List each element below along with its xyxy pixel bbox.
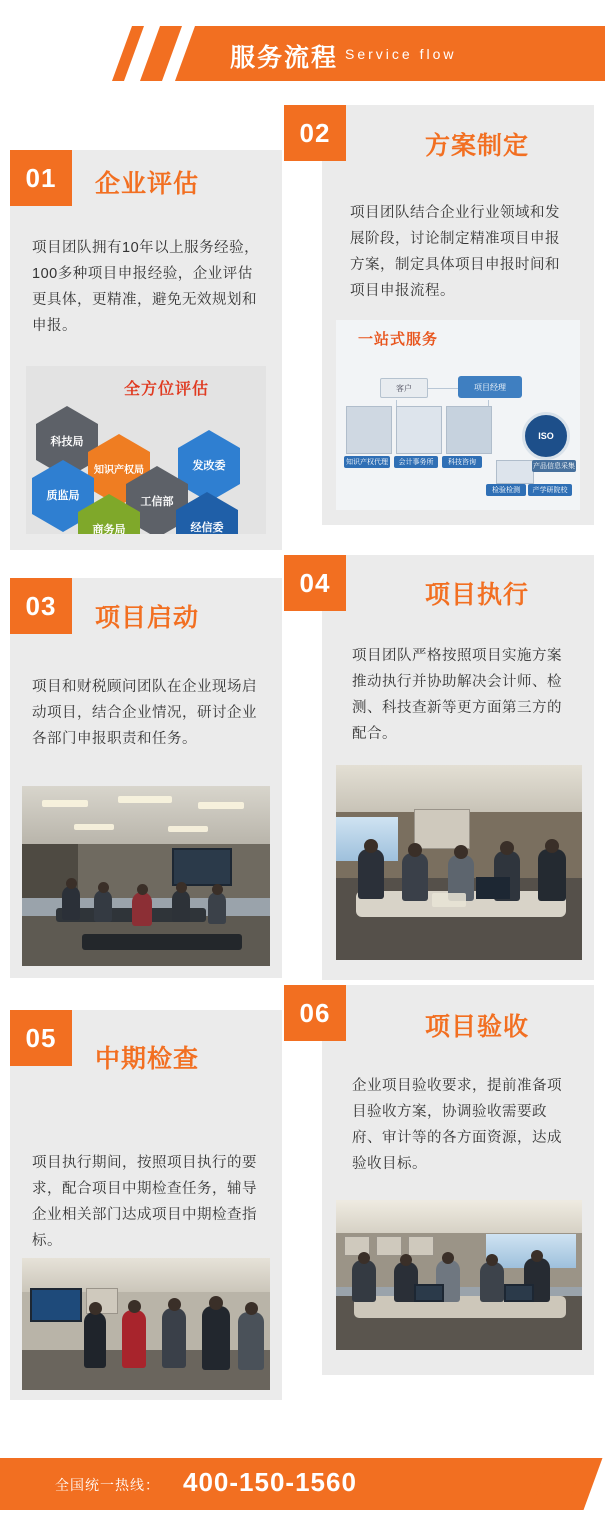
step-badge-05: 05 — [10, 1010, 72, 1066]
step-text-05: 项目执行期间，按照项目执行的要求，配合项目中期检查任务，辅导企业相关部门达成项目中期检查指标。 — [32, 1155, 257, 1249]
oss-seal-badge: ISO — [522, 412, 570, 460]
hex-node-1-label: 知识产权局 — [94, 464, 144, 476]
step-title-04: 项目执行 — [425, 581, 530, 609]
step-card-03 — [10, 578, 282, 978]
oss-node-label-4: 产学研院校 — [528, 484, 572, 496]
step-text-01: 项目团队拥有10年以上服务经验，100多种项目申报经验，企业评估更具体，更精准，避免无效规划和申报。 — [32, 240, 260, 334]
step-badge-06: 06 — [284, 985, 346, 1041]
oss-photo-tile-2 — [446, 406, 492, 454]
hex-node-6 — [176, 510, 238, 534]
hotline-number: 400-150-1560 — [183, 1467, 357, 1497]
oss-center-node: 项目经理 — [458, 376, 522, 398]
step-card-06 — [322, 985, 594, 1375]
step-badge-01: 01 — [10, 150, 72, 206]
step-title-01: 企业评估 — [95, 170, 200, 198]
oss-node-label-2: 科技咨询 — [442, 456, 482, 468]
step-text-06: 企业项目验收要求，提前准备项目验收方案，协调验收需要政府、审计等的各方面资源，达成验收目标。 — [352, 1078, 562, 1172]
step-badge-04: 04 — [284, 555, 346, 611]
header-accent-medium — [140, 26, 182, 81]
step-title-05: 中期检查 — [95, 1045, 200, 1073]
hex-node-0-label: 科技局 — [50, 435, 84, 448]
hotline-label: 全国统一热线： — [55, 1477, 160, 1493]
step-photo-04 — [336, 765, 582, 960]
oss-node-label-3: 检验检测 — [486, 484, 526, 496]
header-accent-small — [112, 26, 144, 81]
page-subtitle: Service flow — [345, 46, 457, 62]
page-header — [0, 0, 605, 110]
one-stop-service-caption: 一站式服务 — [358, 331, 439, 348]
hexagon-chart-caption: 全方位评估 — [124, 381, 210, 398]
hex-node-3-label: 质监局 — [46, 489, 80, 502]
step-card-04 — [322, 555, 594, 980]
hex-node-5 — [78, 512, 140, 534]
one-stop-service-diagram-02 — [336, 320, 580, 510]
step-badge-02: 02 — [284, 105, 346, 161]
page-footer — [0, 1430, 605, 1538]
step-title-06: 项目验收 — [425, 1013, 530, 1041]
step-text-03: 项目和财税顾问团队在企业现场启动项目，结合企业情况，研讨企业各部门申报职责和任务。 — [32, 679, 257, 747]
step-text-02: 项目团队结合企业行业领域和发展阶段，讨论制定精准项目申报方案，制定具体项目申报时间和项目申报流程。 — [350, 205, 560, 299]
step-photo-06 — [336, 1200, 582, 1350]
oss-node-label-5: 产品信息采集 — [532, 460, 576, 472]
step-card-02 — [322, 105, 594, 525]
hex-node-2-label: 发改委 — [192, 459, 226, 472]
oss-node-label-1: 会计事务所 — [394, 456, 438, 468]
step-title-02: 方案制定 — [425, 132, 530, 160]
hex-node-6-label: 经信委 — [190, 521, 224, 534]
step-photo-03 — [22, 786, 270, 966]
hex-node-5-label: 商务局 — [92, 523, 126, 534]
page-title: 服务流程 — [230, 44, 339, 72]
hexagon-chart-01 — [26, 366, 266, 534]
oss-photo-tile-3 — [496, 460, 534, 484]
oss-photo-tile-0 — [346, 406, 392, 454]
oss-client-node: 客户 — [380, 378, 428, 398]
oss-node-label-0: 知识产权代理 — [344, 456, 390, 468]
hex-node-4-label: 工信部 — [140, 495, 174, 508]
oss-photo-tile-1 — [396, 406, 442, 454]
step-photo-05 — [22, 1258, 270, 1390]
step-badge-03: 03 — [10, 578, 72, 634]
step-title-03: 项目启动 — [95, 604, 200, 632]
step-text-04: 项目团队严格按照项目实施方案推动执行并协助解决会计师、检测、科技查新等更方面第三方的配合。 — [352, 648, 562, 742]
step-card-01 — [10, 150, 282, 550]
